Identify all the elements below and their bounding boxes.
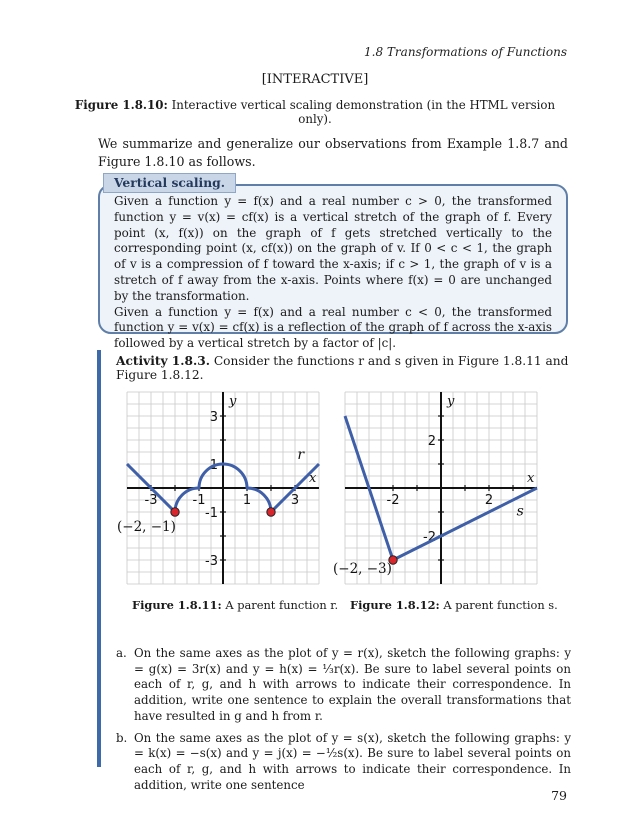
item-label: b. [116, 730, 128, 745]
page-number: 79 [551, 788, 567, 803]
interactive-placeholder: [INTERACTIVE] [261, 72, 369, 87]
item-label: a. [116, 646, 127, 660]
activity-intro [116, 354, 576, 382]
plot-r [117, 390, 321, 586]
curve-label: s [516, 503, 524, 520]
point-annotation: (−2, −3) [333, 561, 392, 578]
y-tick-label: -3 [205, 554, 218, 569]
item-text: On the same axes as the plot of y = s(x), sketch the following graphs: y = k(x) = −s(x) and y = j(x) = −½s(x). Be sure to label several points on each of r, g, and h with arrows to indicate their correspondence. In addition, write one sentence [134, 730, 571, 792]
activity-label: Activity 1.8.3. [116, 354, 210, 368]
figure-1-8-11-text: A parent function r. [225, 598, 339, 612]
x-tick-label: -3 [144, 493, 158, 508]
item-text: On the same axes as the plot of y = r(x), sketch the following graphs: y = g(x) = 3r(x) and y = h(x) = ⅓r(x). Be sure to label several points on each of r, g, and h with arrows to indicate their correspondence. In addition, write one sentence to explain the overall transformations that have resulted in g and h from r. [134, 646, 571, 723]
x-tick-label: -1 [192, 493, 206, 508]
y-axis-label: y [229, 394, 237, 409]
activity-accent-bar [97, 350, 101, 767]
summary-paragraph: We summarize and generalize our observations from Example 1.8.7 and Figure 1.8.10 as follows. [98, 136, 568, 169]
figure-caption-text: Interactive vertical scaling demonstration (in the HTML version only). [171, 98, 556, 126]
vertical-scaling-para-1: Given a function y = f(x) and a real number c > 0, the transformed function y = v(x) = cf(x) is a vertical stretch of the graph of f. Every point (x, f(x)) on the graph of f gets stretched vertically to the corresponding point (x, cf(x)) on the graph of v. If 0 < c < 1, the graph of v is a compression of f toward the x-axis; if c > 1, the graph of v is a stretch of f away from the x-axis. Points where f(x) = 0 are unchanged by the transformation. [114, 194, 552, 303]
point-annotation: (−2, −1) [117, 519, 176, 536]
figure-1-8-12-caption [350, 598, 558, 612]
activity-item-a [116, 646, 571, 725]
figure-1-8-11-label: Figure 1.8.11: [132, 598, 222, 612]
vertical-scaling-title: Vertical scaling. [103, 173, 236, 193]
activity-item-b [116, 731, 571, 794]
y-axis-label: y [447, 394, 455, 409]
marked-point [267, 508, 275, 516]
x-tick-label: -2 [386, 493, 400, 508]
activity-items [116, 646, 571, 799]
y-tick-label: 1 [209, 458, 218, 473]
figure-1-8-10-caption [60, 98, 570, 126]
y-tick-label: 3 [209, 410, 218, 425]
figure-1-8-12-text: A parent function s. [443, 598, 558, 612]
marked-point [171, 508, 179, 516]
y-tick-label: 2 [427, 434, 436, 449]
figure-label: Figure 1.8.10: [74, 98, 168, 112]
x-axis-label: x [527, 471, 535, 486]
plot-s [333, 390, 539, 586]
vertical-scaling-body [114, 194, 552, 352]
curve-label: r [297, 447, 305, 464]
y-tick-label: -1 [205, 506, 218, 521]
figure-1-8-11-caption [132, 598, 338, 612]
x-tick-label: 2 [484, 493, 494, 508]
running-head: 1.8 Transformations of Functions [364, 45, 567, 59]
x-axis-label: x [309, 471, 317, 486]
x-tick-label: 1 [242, 493, 252, 508]
activity-intro-text: Consider the functions r and s given in Figure 1.8.11 and Figure 1.8.12. [116, 354, 569, 382]
y-tick-label: -2 [423, 530, 436, 545]
x-tick-label: 3 [290, 493, 300, 508]
vertical-scaling-para-2: Given a function y = f(x) and a real number c < 0, the transformed function y = v(x) = cf(x) is a reflection of the graph of f across the x-axis followed by a vertical stretch by a factor of |c|. [114, 304, 552, 351]
figure-1-8-12-label: Figure 1.8.12: [350, 598, 440, 612]
